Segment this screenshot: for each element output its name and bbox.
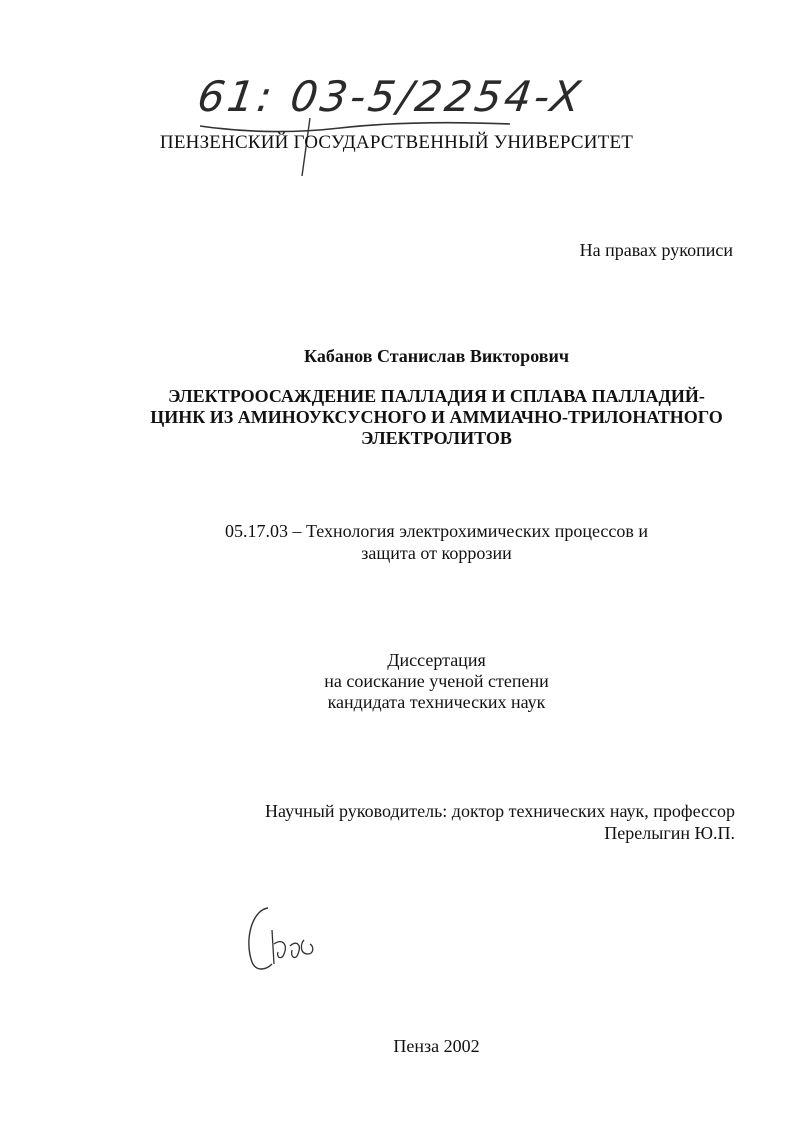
specialty	[160, 520, 713, 564]
university-name: ПЕНЗЕНСКИЙ ГОСУДАРСТВЕННЫЙ УНИВЕРСИТЕТ	[159, 132, 634, 153]
rights-note: На правах рукописи	[579, 240, 733, 260]
specialty-line: защита от коррозии	[361, 543, 512, 563]
degree-line: на соискание ученой степени	[324, 671, 549, 691]
title-line: ЭЛЕКТРОЛИТОВ	[361, 428, 512, 448]
supervisor	[265, 800, 735, 844]
supervisor-line: Перелыгин Ю.П.	[604, 823, 735, 843]
dissertation-degree	[160, 650, 713, 713]
specialty-line: 05.17.03 – Технология электрохимических процессов и	[224, 521, 649, 541]
handwritten-catalog-code: 61: 03-5/2254-X	[194, 72, 587, 121]
author-name: Кабанов Станислав Викторович	[304, 346, 569, 366]
supervisor-line: Научный руководитель: доктор технических наук, профессор	[265, 801, 735, 821]
city-year: Пенза 2002	[393, 1036, 480, 1056]
dissertation-title	[130, 386, 743, 449]
title-line: ЦИНК ИЗ АМИНОУКСУСНОГО И АММИАЧНО-ТРИЛОНАТНОГО	[150, 407, 723, 427]
degree-line: Диссертация	[387, 650, 486, 670]
title-line: ЭЛЕКТРООСАЖДЕНИЕ ПАЛЛАДИЯ И СПЛАВА ПАЛЛАДИЙ-	[168, 386, 705, 406]
degree-line: кандидата технических наук	[327, 692, 546, 712]
handwritten-signature	[238, 900, 328, 980]
